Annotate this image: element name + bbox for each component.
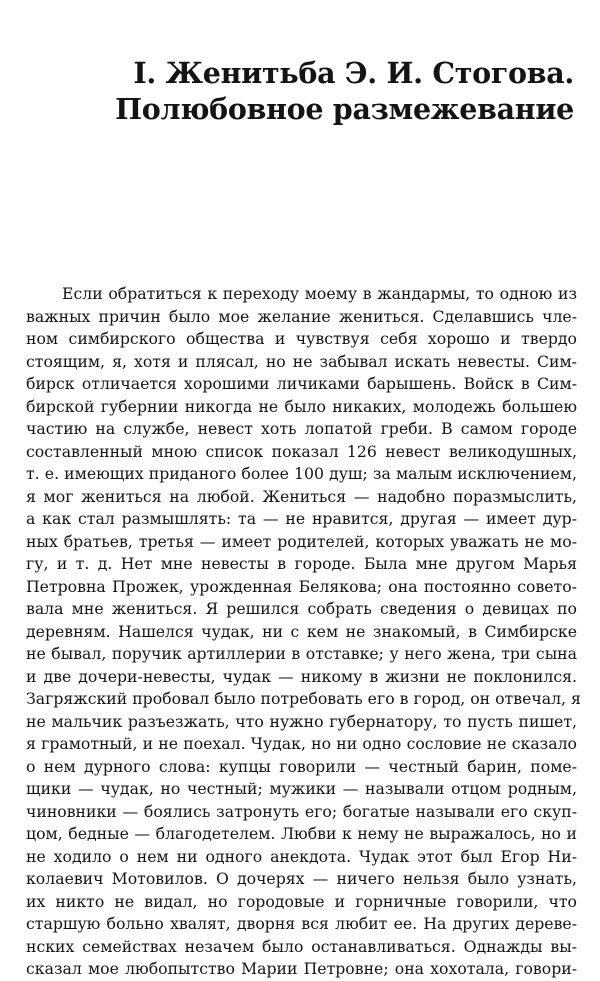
text-line: и две дочери-невесты, чудак — никому в жизни не поклонился. [26,666,577,686]
chapter-title [115,55,574,127]
text-line: я грамотный, и не поехал. Чудак, но ни одно сословие не сказало [26,734,577,753]
text-line: т. е. имеющих приданого более 100 душ; за малым исключением, [26,464,577,483]
text-line: ном симбирского общества и чувствуя себя хорошо и твердо [26,329,577,348]
text-line: составленный мною список показал 126 невест великодушных, [26,441,577,461]
text-line: гу, и т. д. Нет мне невесты в городе. Была мне другом Марья [26,554,577,573]
text-line: Если обратиться к переходу моему в жандармы, то одною из [62,284,577,303]
text-line: колаевич Мотовилов. О дочерях — ничего нельзя было узнать, [26,869,577,888]
text-line: сказал мое любопытство Марии Петровне; она хохотала, говори- [26,959,577,978]
text-line: бирской губернии никогда не было никаких, молодежь большею [26,396,577,416]
text-line: нских семействах незачем было останавливаться. Однажды вы- [26,936,577,956]
text-line: цом, бедные — благодетелем. Любви к нему не выражалось, но и [26,824,577,843]
chapter-title-line-1: I. Женитьба Э. И. Стогова. [133,56,574,90]
text-line: не бывал, поручик артиллерии в отставке; у него жена, три сына [26,644,577,663]
text-line: я мог жениться на любой. Жениться — надобно поразмыслить, [26,486,577,506]
text-line: не мальчик разъезжать, что нужно губернатору, то пусть пишет, [26,711,577,731]
text-line: вала мне жениться. Я решился собрать сведения о девицах по [26,599,577,618]
text-line: а как стал размышлять: та — не нравится, другая — имеет дур- [26,509,577,528]
text-line: о нем дурного слова: купцы говорили — честный барин, поме- [26,756,577,776]
text-line: их никто не видал, но городовые и горничные говорили, что [26,891,577,911]
text-line: стоящим, я, хотя и плясал, но не забывал искать невесты. Сим- [26,351,577,371]
text-line: частию на службе, невест хоть лопатой греби. В самом городе [26,419,577,438]
text-line: Загряжский пробовал было потребовать его в город, он отвечал, я [26,689,581,708]
text-line: Петровна Прожек, урожденная Белякова; она постоянно совето- [26,576,577,596]
text-line: важных причин было мое желание жениться. Сделавшись чле- [26,306,577,326]
text-line: деревням. Нашелся чудак, ни с кем не знакомый, в Симбирске [26,621,577,641]
text-line: щики — чудак, но честный; мужики — называли отцом родным, [26,779,577,798]
text-line: старшую больно хвалят, дворня вся любит ее. На других дереве- [26,914,577,933]
chapter-title-line-2: Полюбовное размежевание [115,92,574,126]
body-text [26,283,581,981]
text-line: не ходило о нем ни одного анекдота. Чудак этот был Егор Ни- [26,846,577,866]
text-line: бирск отличается хорошими личиками барышень. Войск в Сим- [26,374,577,393]
text-line: чиновники — боялись затронуть его; богатые называли его скуп- [26,801,577,821]
text-line: ных братьев, третья — имеет родителей, которых уважать не мо- [26,531,577,551]
